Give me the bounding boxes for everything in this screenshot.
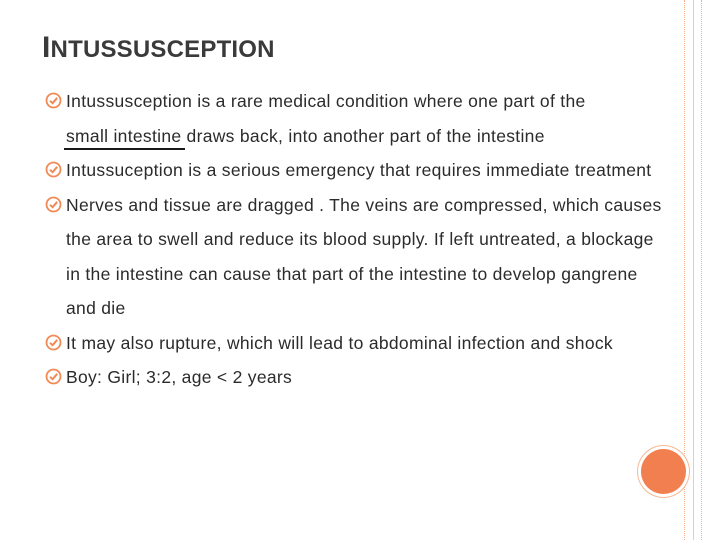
title-rest: NTUSSUSCEPTION xyxy=(50,36,275,63)
bullet-item xyxy=(44,360,664,395)
title-first-letter: I xyxy=(42,31,51,64)
bullet-text: Intussusception is a rare medical condition where one part of the xyxy=(66,91,586,111)
circle-check-icon xyxy=(45,334,62,351)
bullet-item xyxy=(44,188,664,326)
decorative-border-line xyxy=(701,0,702,540)
circle-check-icon xyxy=(45,92,62,109)
bullet-item xyxy=(44,326,664,361)
bullet-text: Boy: Girl; 3:2, age < 2 years xyxy=(66,367,293,387)
circle-check-icon xyxy=(45,368,62,385)
bullet-text: draws back, into another part of the intestine xyxy=(181,125,545,146)
slide-title xyxy=(42,33,275,63)
bullet-text: Intussuception is a serious emergency that requires immediate treatment xyxy=(66,160,652,180)
decorative-circle xyxy=(641,449,686,494)
decorative-border-line xyxy=(684,0,685,540)
decorative-border-line xyxy=(693,0,694,540)
underlined-term: small intestine xyxy=(66,119,181,154)
circle-check-icon xyxy=(45,161,62,178)
bullet-item xyxy=(44,84,664,153)
bullet-item xyxy=(44,153,664,188)
bullet-text: Nerves and tissue are dragged . The veins are compressed, which causes the area to swell and reduce its blood supply. If left untreated, a blockage in the intestine can cause that part of the intestine to develop gangrene and die xyxy=(66,194,662,318)
circle-check-icon xyxy=(45,196,62,213)
bullet-text: It may also rupture, which will lead to abdominal infection and shock xyxy=(66,332,613,353)
bullet-list xyxy=(44,84,664,395)
